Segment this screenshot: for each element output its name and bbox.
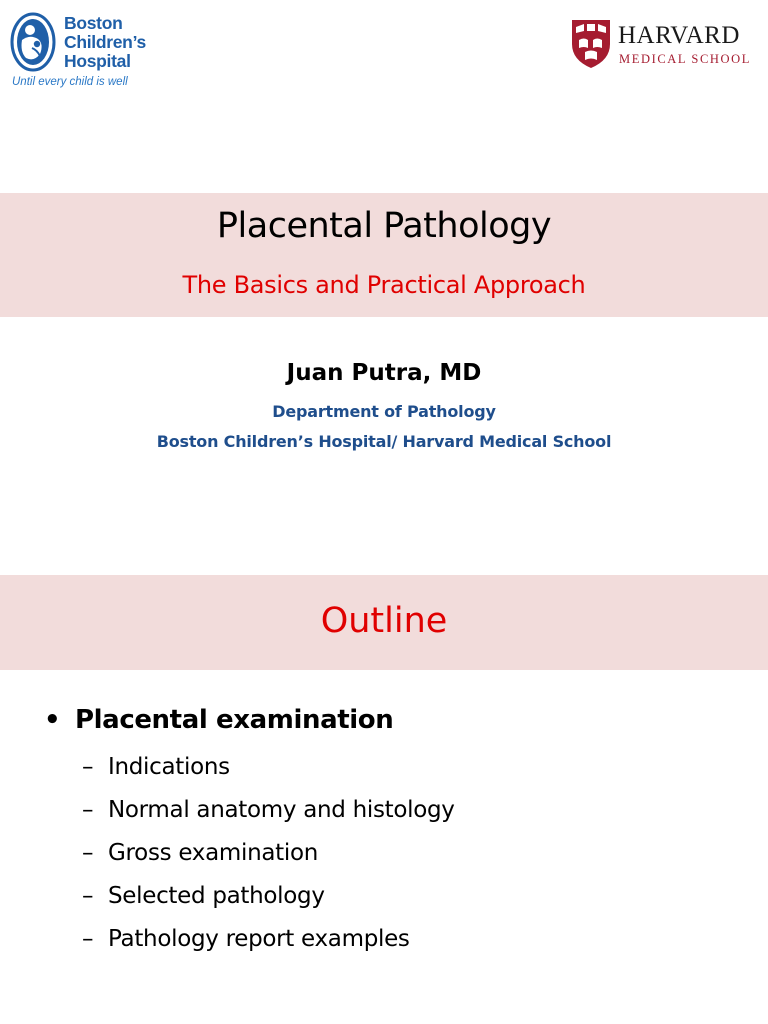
sub-bullet-item: [82, 883, 455, 926]
slide-title: Placental Pathology: [216, 206, 552, 246]
bch-name-line: Children’s: [64, 32, 146, 52]
bullet-item: [44, 705, 393, 735]
harvard-subname: MEDICAL SCHOOL: [619, 52, 752, 66]
outline-heading: Outline: [320, 601, 448, 641]
sub-bullet-list: [82, 754, 455, 969]
bch-name: [64, 14, 146, 71]
sub-bullet-label: Indications: [108, 754, 230, 780]
sub-bullet-label: Selected pathology: [108, 883, 325, 909]
bch-tagline: Until every child is well: [12, 76, 128, 88]
sub-bullet-item: [82, 926, 455, 969]
bullet-label: Placental examination: [75, 705, 394, 735]
sub-bullet-item: [82, 754, 455, 797]
bch-name-line: Boston: [64, 13, 123, 33]
harvard-name: HARVARD: [618, 22, 740, 49]
sub-bullet-label: Gross examination: [108, 840, 318, 866]
dash-marker: –: [82, 797, 94, 823]
boston-childrens-emblem-icon: [10, 12, 58, 74]
sub-bullet-label: Normal anatomy and histology: [108, 797, 455, 823]
dash-marker: –: [82, 840, 94, 866]
dash-marker: –: [82, 883, 94, 909]
sub-bullet-label: Pathology report examples: [108, 926, 410, 952]
sub-bullet-item: [82, 840, 455, 883]
outline-slide: [0, 575, 768, 1024]
slide-subtitle: The Basics and Practical Approach: [182, 271, 586, 299]
affiliation-institution: Boston Children’s Hospital/ Harvard Medical School: [156, 432, 612, 451]
author-name: Juan Putra, MD: [286, 360, 482, 386]
harvard-shield-icon: [570, 18, 612, 70]
harvard-medical-school-logo: [570, 18, 760, 74]
sub-bullet-item: [82, 797, 455, 840]
boston-childrens-logo: [10, 12, 170, 92]
bullet-marker: •: [44, 705, 61, 735]
dash-marker: –: [82, 926, 94, 952]
affiliation-department: Department of Pathology: [272, 402, 496, 421]
bch-name-line: Hospital: [64, 51, 131, 71]
dash-marker: –: [82, 754, 94, 780]
